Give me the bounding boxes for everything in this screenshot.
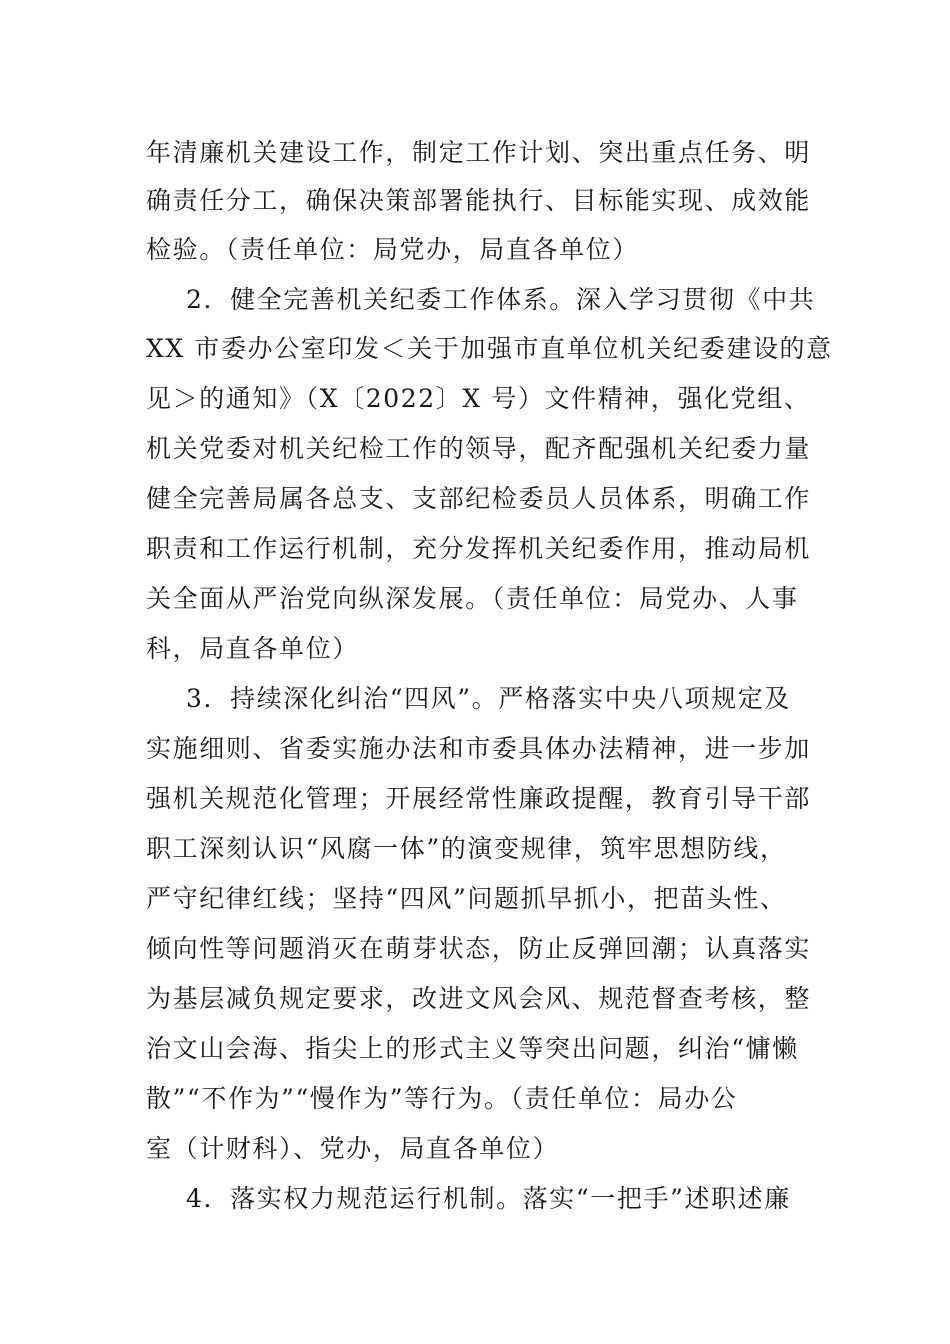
paragraph-line: 治文山会海、指尖上的形式主义等突出问题，纠治“慵懒 — [146, 1034, 799, 1063]
paragraph-line: 为基层减负规定要求，改进文风会风、规范督查考核，整 — [146, 984, 812, 1013]
paragraph-line: 机关党委对机关纪检工作的领导，配齐配强机关纪委力量 — [146, 434, 812, 463]
section-3-heading-line: 3．持续深化纠治“四风”。严格落实中央八项规定及 — [186, 684, 791, 713]
paragraph-line: 职工深刻认识“风腐一体”的演变规律，筑牢思想防线， — [146, 834, 787, 863]
paragraph-line: XX 市委办公室印发＜关于加强市直单位机关纪委建设的意 — [146, 334, 833, 363]
paragraph-line: 检验。（责任单位：局党办，局直各单位） — [146, 235, 639, 264]
paragraph-line: 关全面从严治党向纵深发展。（责任单位：局党办、人事 — [146, 584, 799, 613]
paragraph-line: 严守纪律红线；坚持“四风”问题抓早抓小，把苗头性、 — [146, 884, 787, 913]
paragraph-line: 散”“不作为”“慢作为”等行为。（责任单位：局办公 — [146, 1084, 738, 1113]
paragraph-line: 室（计财科）、党办，局直各单位） — [146, 1134, 560, 1163]
section-2-heading-line: 2．健全完善机关纪委工作体系。深入学习贯彻《中共 — [186, 285, 816, 314]
paragraph-line: 科，局直各单位） — [146, 634, 359, 663]
paragraph-line: 实施细则、省委实施办法和市委具体办法精神，进一步加 — [146, 734, 812, 763]
paragraph-line: 年清廉机关建设工作，制定工作计划、突出重点任务、明 — [146, 138, 812, 167]
paragraph-line: 见＞的通知》（X〔2022〕X 号）文件精神，强化党组、 — [146, 384, 811, 413]
section-4-heading-line: 4．落实权力规范运行机制。落实“一把手”述职述廉 — [186, 1184, 791, 1213]
paragraph-line: 强机关规范化管理；开展经常性廉政提醒，教育引导干部 — [146, 784, 812, 813]
paragraph-line: 职责和工作运行机制，充分发挥机关纪委作用，推动局机 — [146, 534, 812, 563]
paragraph-line: 健全完善局属各总支、支部纪检委员人员体系，明确工作 — [146, 484, 812, 513]
paragraph-line: 确责任分工，确保决策部署能执行、目标能实现、成效能 — [146, 186, 812, 215]
paragraph-line: 倾向性等问题消灭在萌芽状态，防止反弹回潮；认真落实 — [146, 934, 812, 963]
